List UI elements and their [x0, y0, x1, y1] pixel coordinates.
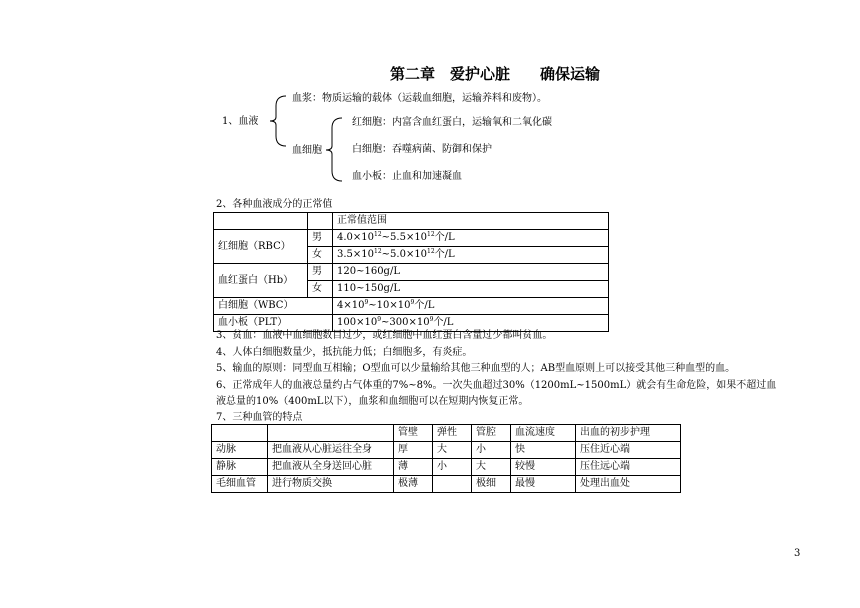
table-cell: 压住近心端 — [576, 442, 681, 459]
chapter-title: 第二章 爱护心脏 确保运输 — [390, 65, 601, 83]
hb-female-value: 110~150g/L — [333, 281, 609, 298]
table-row — [214, 315, 609, 332]
wbc-text: 白细胞：吞噬病菌、防御和保护 — [352, 144, 492, 155]
table-cell — [212, 425, 268, 442]
section5-text: 5、输血的原则：同型血互相输；O型血可以少量输给其他三种血型的人；AB型血原则上可以接受其他三种血型的血。 — [216, 363, 736, 374]
table-header-cell: 正常值范围 — [333, 213, 609, 230]
sex-cell: 女 — [308, 281, 333, 298]
table-cell: 快 — [511, 442, 576, 459]
table-cell: 大 — [433, 442, 472, 459]
table-cell: 把血液从全身送回心脏 — [268, 459, 394, 476]
platelet-text: 血小板：止血和加速凝血 — [352, 171, 462, 182]
table-row — [212, 476, 681, 493]
wbc-name-cell: 白细胞（WBC） — [214, 298, 333, 315]
table-row — [214, 230, 609, 247]
sex-cell: 女 — [308, 247, 333, 264]
section3-text: 3、贫血：血液中血细胞数目过少，或红细胞中血红蛋白含量过少都叫贫血。 — [216, 330, 553, 341]
table-header-cell: 管壁 — [394, 425, 433, 442]
wbc-value: $4\times 10^9\sim 10\times 10^9$个/L — [333, 298, 609, 315]
rbc-name-cell: 红细胞（RBC） — [214, 230, 308, 264]
table-cell: 静脉 — [212, 459, 268, 476]
section2-heading: 2、各种血液成分的正常值 — [216, 199, 333, 210]
rbc-text: 红细胞：内富含血红蛋白，运输氧和二氧化碳 — [352, 117, 552, 128]
table-cell: 动脉 — [212, 442, 268, 459]
table-header-cell: 血流速度 — [511, 425, 576, 442]
table-row — [214, 213, 609, 230]
table-cell: 进行物质交换 — [268, 476, 394, 493]
vessels-table — [211, 424, 681, 493]
section7-heading: 7、三种血管的特点 — [216, 412, 303, 423]
table-cell: 薄 — [394, 459, 433, 476]
table-cell: 小 — [433, 459, 472, 476]
table-header-cell: 出血的初步护理 — [576, 425, 681, 442]
table-row — [214, 264, 609, 281]
rbc-male-value: $4.0\times 10^{12}\sim 5.5\times 10^{12}$个/L — [333, 230, 609, 247]
page-number: 3 — [794, 548, 801, 559]
section6-line2: 液总量的10%（400mL以下），血浆和血细胞可以在短期内恢复正常。 — [216, 396, 529, 407]
table-row — [212, 425, 681, 442]
table-row — [214, 298, 609, 315]
table-cell: 厚 — [394, 442, 433, 459]
blood-label: 1、血液 — [222, 116, 259, 127]
table-header-cell: 管腔 — [472, 425, 511, 442]
section6-line1: 6、正常成年人的血液总量约占气体重的7%~8%。一次失血超过30%（1200mL~1500mL）就会有生命危险，如果不超过血 — [216, 380, 777, 391]
section4-text: 4、人体白细胞数量少，抵抗能力低；白细胞多，有炎症。 — [216, 347, 473, 358]
table-header-cell: 弹性 — [433, 425, 472, 442]
normal-values-table — [213, 212, 609, 332]
plt-value: $100\times 10^9\sim 300\times 10^9$个/L — [333, 315, 609, 332]
table-cell: 把血液从心脏运往全身 — [268, 442, 394, 459]
table-cell: 极薄 — [394, 476, 433, 493]
table-cell: 毛细血管 — [212, 476, 268, 493]
table-cell: 小 — [472, 442, 511, 459]
blood-cells-label: 血细胞 — [292, 145, 322, 156]
table-cell: 较慢 — [511, 459, 576, 476]
table-row — [212, 459, 681, 476]
table-cell: 大 — [472, 459, 511, 476]
hb-male-value: 120~160g/L — [333, 264, 609, 281]
table-cell: 极细 — [472, 476, 511, 493]
table-cell — [433, 476, 472, 493]
table-cell: 处理出血处 — [576, 476, 681, 493]
sex-cell: 男 — [308, 264, 333, 281]
plt-name-cell: 血小板（PLT） — [214, 315, 333, 332]
rbc-female-value: $3.5\times 10^{12}\sim 5.0\times 10^{12}$个/L — [333, 247, 609, 264]
table-row — [212, 442, 681, 459]
table-cell — [268, 425, 394, 442]
hb-name-cell: 血红蛋白（Hb） — [214, 264, 308, 298]
sex-cell: 男 — [308, 230, 333, 247]
table-cell: 压住远心端 — [576, 459, 681, 476]
table-cell: 最慢 — [511, 476, 576, 493]
plasma-text: 血浆：物质运输的载体（运载血细胞，运输养料和废物）。 — [292, 93, 547, 104]
